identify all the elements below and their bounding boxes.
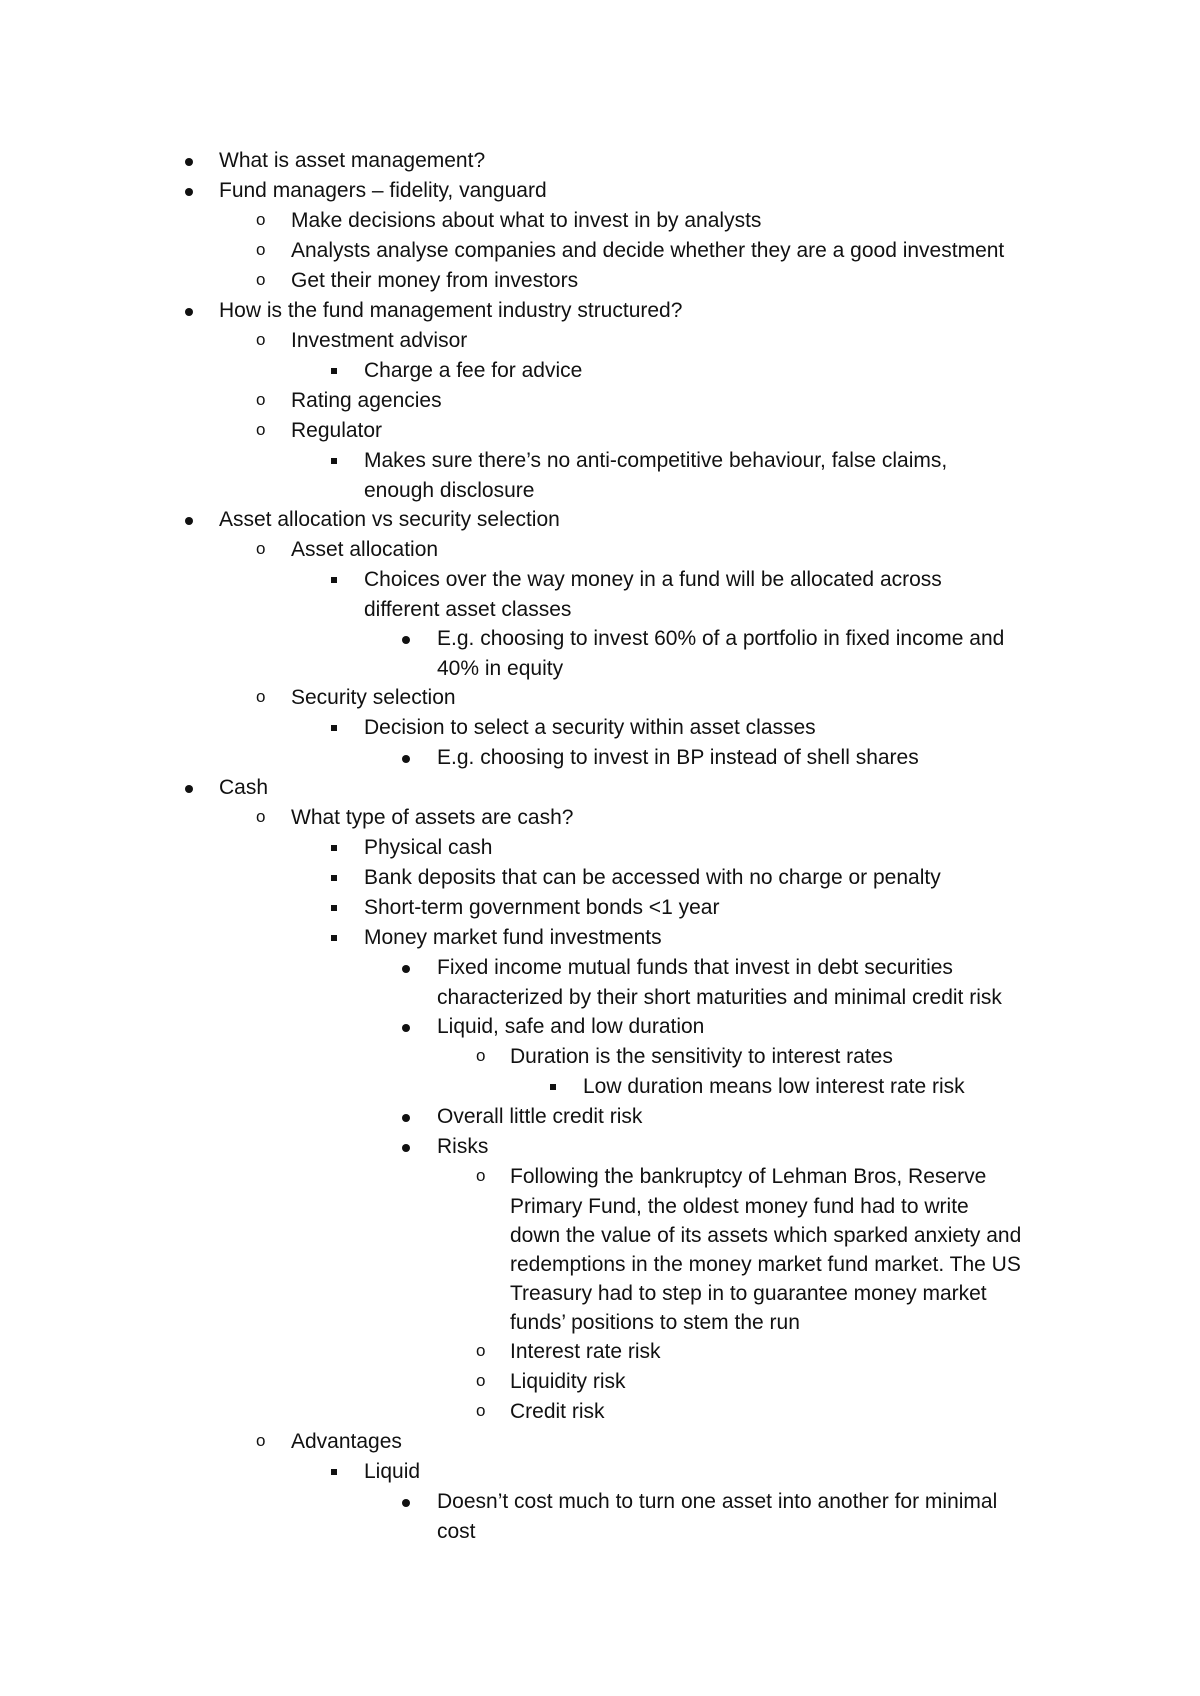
list-item (0, 624, 1200, 654)
list-item-text: Rating agencies (291, 389, 442, 412)
list-item-text: funds’ positions to stem the run (510, 1311, 800, 1334)
list-item-continuation (0, 1250, 1200, 1279)
list-item (0, 296, 1200, 326)
list-item-text: Credit risk (510, 1400, 605, 1423)
list-item (0, 1427, 1200, 1457)
list-item-continuation (0, 654, 1200, 683)
list-item (0, 1337, 1200, 1367)
list-item (0, 446, 1200, 476)
bullet-circle-icon: o (256, 210, 266, 229)
bullet-circle-icon: o (256, 270, 266, 289)
list-item-text: Cash (219, 776, 269, 799)
list-item (0, 953, 1200, 983)
list-item (0, 773, 1200, 803)
list-item-text: Advantages (291, 1430, 402, 1453)
list-item-continuation (0, 1517, 1200, 1546)
list-item-text: down the value of its assets which sparked anxiety and (510, 1224, 1022, 1247)
bullet-circle-icon: o (476, 1046, 486, 1065)
list-item (0, 356, 1200, 386)
list-item (0, 505, 1200, 535)
list-item-text: Primary Fund, the oldest money fund had to write (510, 1195, 969, 1218)
list-item (0, 683, 1200, 713)
list-item-text: E.g. choosing to invest 60% of a portfolio in fixed income and (437, 627, 1005, 650)
list-item (0, 833, 1200, 863)
list-item-text: Makes sure there’s no anti-competitive behaviour, false claims, (364, 449, 948, 472)
bullet-circle-icon: o (256, 330, 266, 349)
list-item-text: Short-term government bonds <1 year (364, 896, 720, 919)
list-item (0, 1102, 1200, 1132)
list-item (0, 535, 1200, 565)
list-item-text: Liquidity risk (510, 1370, 626, 1393)
list-item (0, 326, 1200, 356)
list-item-continuation (0, 476, 1200, 505)
list-item (0, 176, 1200, 206)
list-item-continuation (0, 1221, 1200, 1250)
list-item (0, 416, 1200, 446)
list-item-continuation (0, 595, 1200, 624)
list-item-text: Investment advisor (291, 329, 468, 352)
list-item-text: What is asset management? (219, 149, 486, 172)
list-item-text: Doesn’t cost much to turn one asset into another for minimal (437, 1490, 998, 1513)
list-item-text: Overall little credit risk (437, 1105, 643, 1128)
bullet-circle-icon: o (256, 687, 266, 706)
list-item-text: Asset allocation (291, 538, 439, 561)
list-item-text: Fund managers – fidelity, vanguard (219, 179, 547, 202)
list-item-text: Money market fund investments (364, 926, 662, 949)
list-item-text: Decision to select a security within asset classes (364, 716, 816, 739)
list-item (0, 1487, 1200, 1517)
list-item (0, 206, 1200, 236)
list-item-text: Liquid, safe and low duration (437, 1015, 705, 1038)
bullet-circle-icon: o (256, 539, 266, 558)
list-item-text: characterized by their short maturities and minimal credit risk (437, 986, 1002, 1009)
list-item-text: Following the bankruptcy of Lehman Bros, Reserve (510, 1165, 987, 1188)
list-item-text: enough disclosure (364, 479, 535, 502)
list-item-text: Asset allocation vs security selection (219, 508, 560, 531)
bulleted-notes-list (0, 146, 1200, 1546)
bullet-circle-icon: o (256, 420, 266, 439)
list-item (0, 1042, 1200, 1072)
list-item-continuation (0, 983, 1200, 1012)
list-item (0, 1457, 1200, 1487)
list-item-text: redemptions in the money market fund market. The US (510, 1253, 1021, 1276)
bullet-circle-icon: o (476, 1371, 486, 1390)
list-item-text: Liquid (364, 1460, 421, 1483)
list-item (0, 923, 1200, 953)
list-item-text: Low duration means low interest rate risk (583, 1075, 965, 1098)
list-item-text: How is the fund management industry structured? (219, 299, 683, 322)
bullet-circle-icon: o (476, 1401, 486, 1420)
list-item (0, 803, 1200, 833)
list-item-text: Regulator (291, 419, 383, 442)
list-item-text: Choices over the way money in a fund will be allocated across (364, 568, 942, 591)
list-item-text: Charge a fee for advice (364, 359, 583, 382)
bullet-circle-icon: o (256, 1431, 266, 1450)
list-item-text: Treasury had to step in to guarantee money market (510, 1282, 987, 1305)
list-item-continuation (0, 1279, 1200, 1308)
list-item-text: 40% in equity (437, 657, 564, 680)
bullet-circle-icon: o (256, 807, 266, 826)
list-item (0, 743, 1200, 773)
list-item (0, 1132, 1200, 1162)
list-item-continuation (0, 1192, 1200, 1221)
list-item-text: Bank deposits that can be accessed with no charge or penalty (364, 866, 941, 889)
list-item (0, 1012, 1200, 1042)
list-item (0, 1397, 1200, 1427)
list-item-continuation (0, 1308, 1200, 1337)
list-item (0, 1072, 1200, 1102)
bullet-circle-icon: o (476, 1166, 486, 1185)
list-item (0, 565, 1200, 595)
list-item (0, 146, 1200, 176)
list-item-text: cost (437, 1520, 476, 1543)
list-item-text: Make decisions about what to invest in by analysts (291, 209, 762, 232)
list-item (0, 266, 1200, 296)
bullet-circle-icon: o (256, 390, 266, 409)
list-item (0, 1162, 1200, 1192)
list-item (0, 386, 1200, 416)
bullet-circle-icon: o (256, 240, 266, 259)
list-item-text: Get their money from investors (291, 269, 579, 292)
list-item-text: E.g. choosing to invest in BP instead of shell shares (437, 746, 919, 769)
list-item-text: Analysts analyse companies and decide whether they are a good investment (291, 239, 1005, 262)
list-item (0, 1367, 1200, 1397)
bullet-circle-icon: o (476, 1341, 486, 1360)
list-item (0, 863, 1200, 893)
list-item-text: What type of assets are cash? (291, 806, 574, 829)
list-item (0, 713, 1200, 743)
list-item-text: Security selection (291, 686, 456, 709)
list-item (0, 893, 1200, 923)
list-item-text: different asset classes (364, 598, 572, 621)
list-item-text: Physical cash (364, 836, 493, 859)
list-item-text: Risks (437, 1135, 489, 1158)
list-item-text: Interest rate risk (510, 1340, 661, 1363)
list-item-text: Duration is the sensitivity to interest rates (510, 1045, 893, 1068)
list-item (0, 236, 1200, 266)
list-item-text: Fixed income mutual funds that invest in debt securities (437, 956, 953, 979)
